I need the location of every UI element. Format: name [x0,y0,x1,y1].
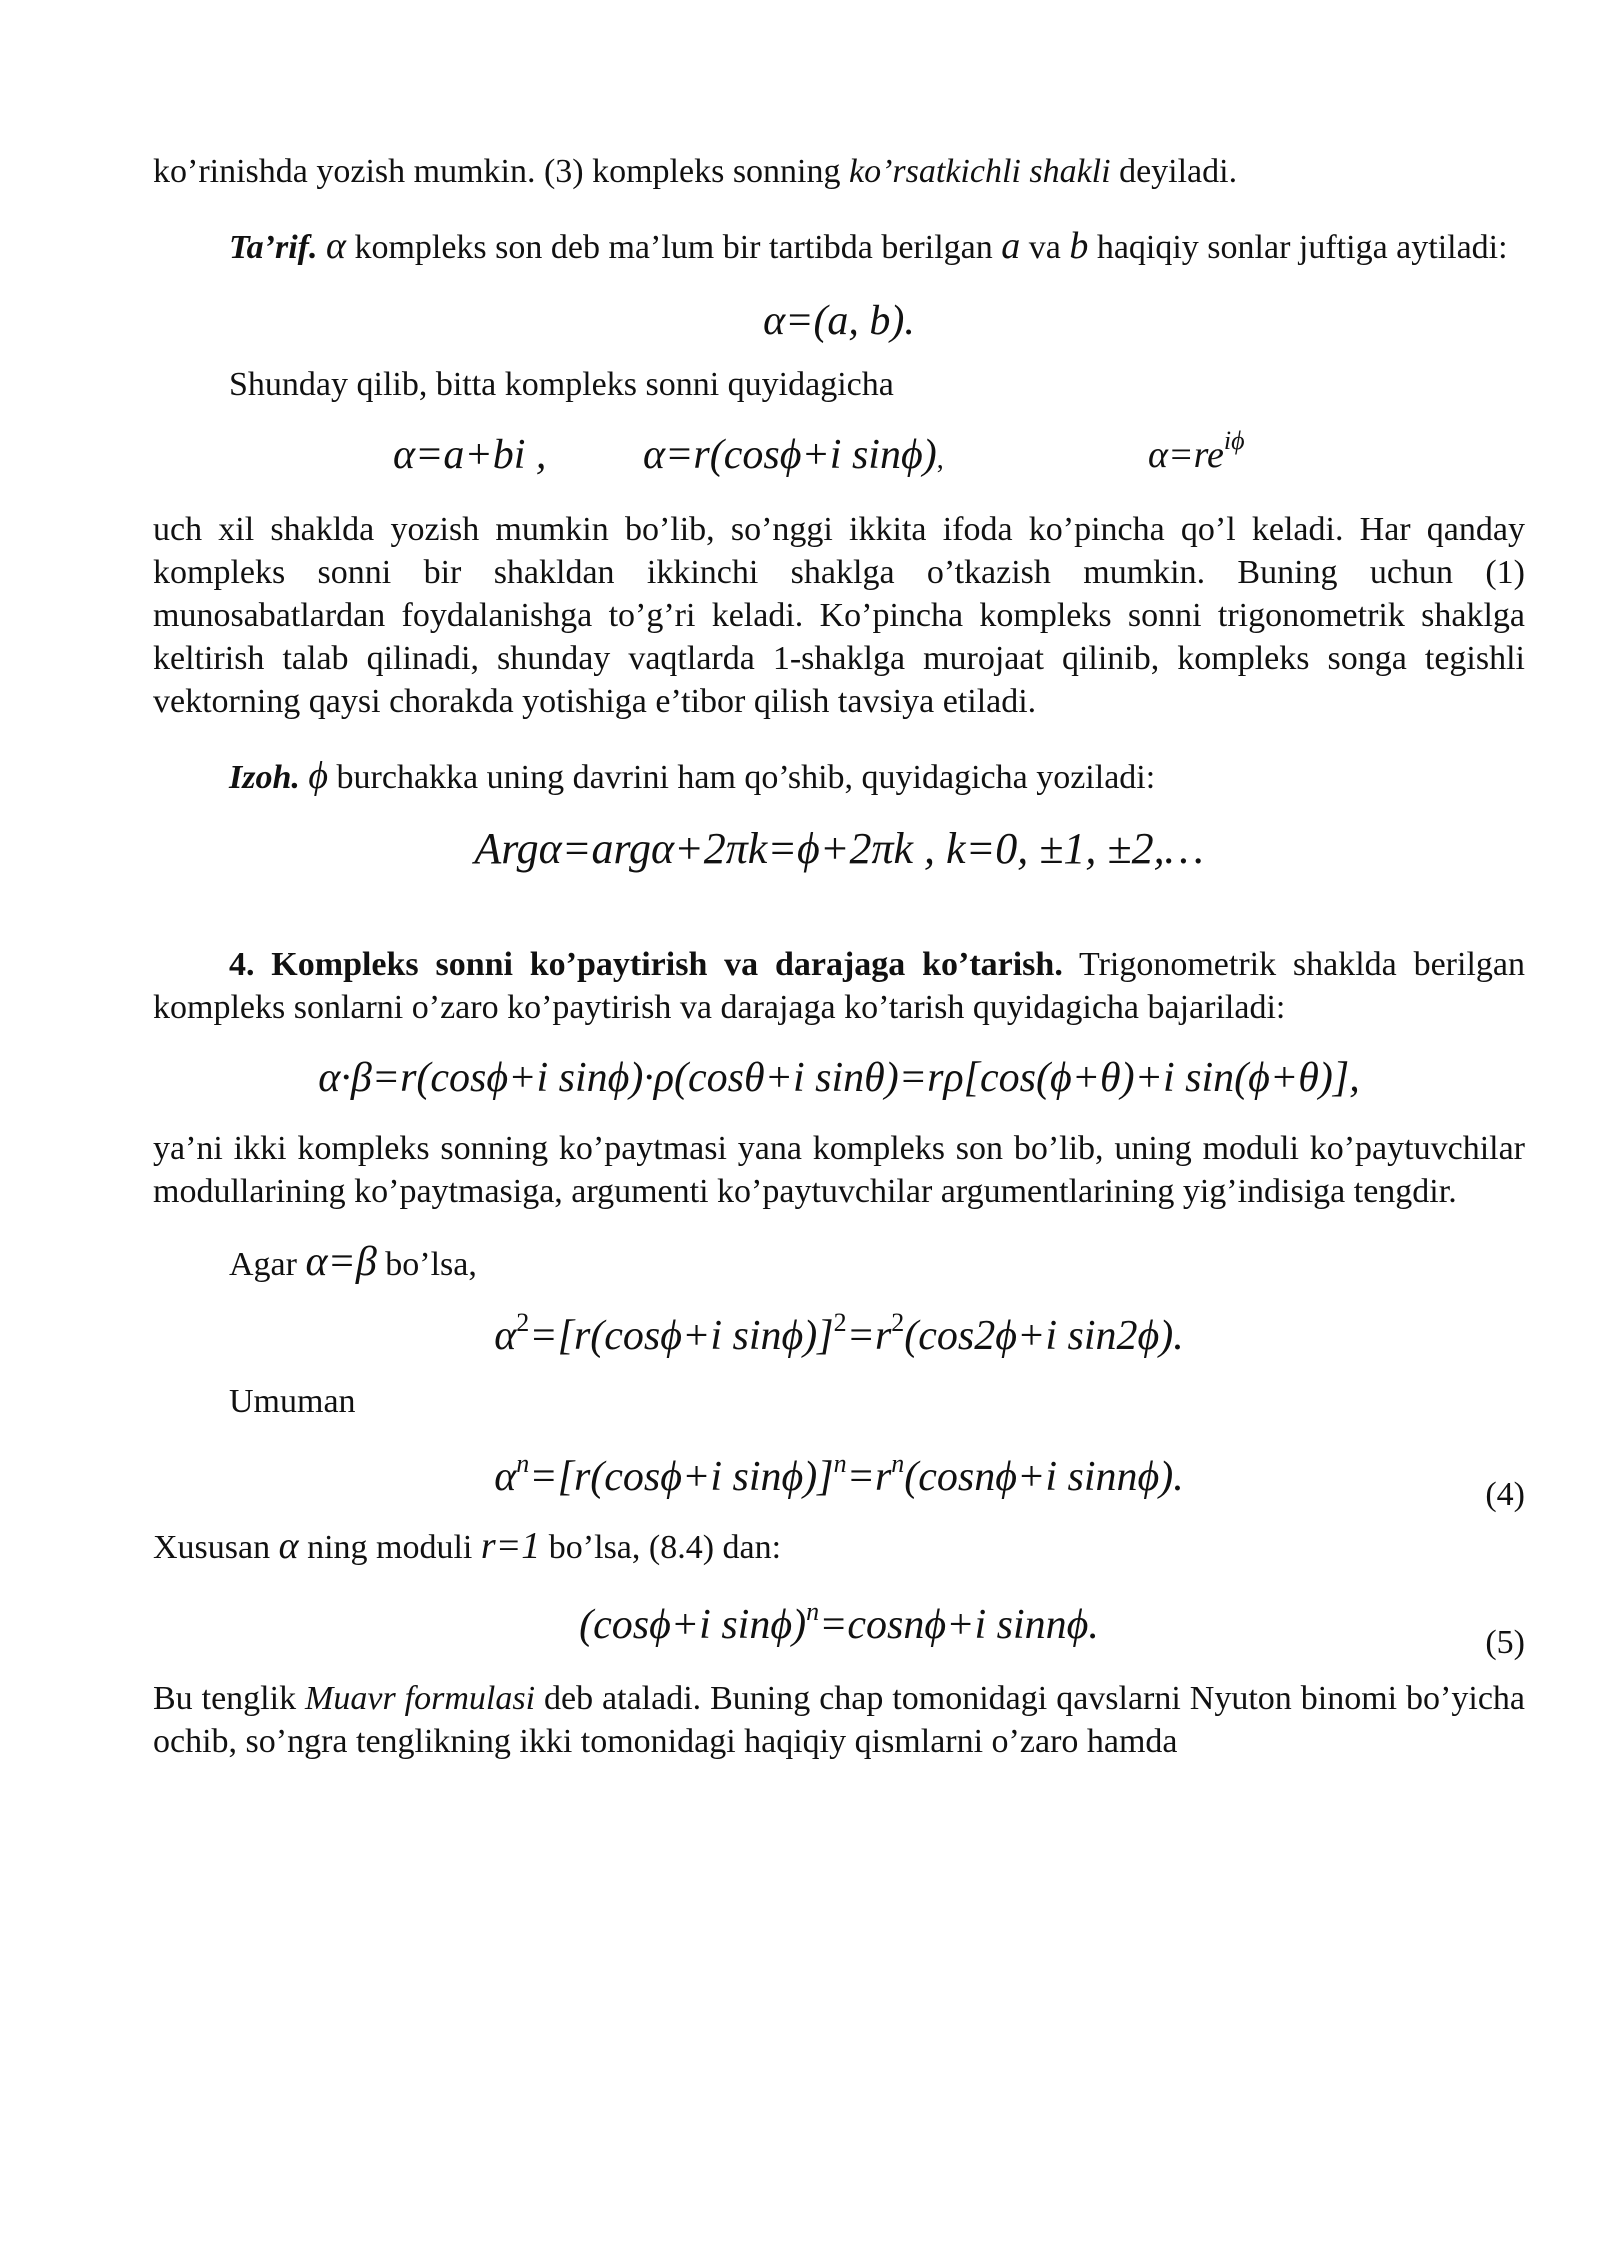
remark-label: Izoh. [229,759,300,796]
exponent: 2 [833,1308,847,1337]
formula-text: =[r(cosϕ+i sinϕ)] [529,1313,834,1359]
formula-text: α [494,1313,517,1359]
symbol-phi: ϕ [308,755,329,797]
formula-alpha-equals-beta: α=β [305,1239,377,1285]
text: deyiladi. [1110,153,1238,190]
formula-trigonometric-form [643,422,944,493]
paragraph-definition [153,225,1525,269]
equation-number: (5) [1485,1624,1525,1661]
equation-number: (4) [1485,1476,1525,1513]
formula-text: α·β=r(cosϕ+i sinϕ)·ρ(cosθ+i sinθ)=rρ[cos(ϕ+θ)+i sin(ϕ+θ)], [318,1055,1360,1101]
formula-algebraic-form: α=a+bi , [393,432,547,478]
formula-power-n [153,1441,1525,1513]
text: burchakka uning davrini ham qo’shib, quyidagicha yoziladi: [328,759,1156,796]
paragraph-moivre [153,1677,1525,1763]
formula-square [153,1302,1525,1370]
text: bo’lsa, [376,1246,477,1283]
exponent: 2 [891,1308,905,1337]
exponent: n [833,1449,847,1478]
document-page [153,150,1525,1763]
text: Trigonometrik shaklda berilgan kompleks sonlarni o’zaro ko’paytirish va darajaga ko’tarish quyidagicha bajariladi: [153,946,1525,1026]
exponent: n [806,1597,820,1626]
formula-product [153,1041,1525,1115]
symbol-b: b [1069,225,1089,267]
section-heading: 4. Kompleks sonni ko’paytirish va darajaga ko’tarish. [229,946,1063,983]
formula-text: (cos2ϕ+i sin2ϕ). [904,1313,1184,1359]
paragraph-generally: Umuman [229,1383,356,1420]
formula-argument [153,813,1525,885]
symbol-alpha: α [325,225,346,267]
text: bo’lsa, (8.4) dan: [540,1529,782,1566]
formula-de-moivre [153,1589,1525,1661]
formula-text: =[r(cosϕ+i sinϕ)] [529,1454,834,1500]
paragraph-special-case [153,1525,1525,1569]
formula-text: =r [846,1313,892,1359]
text: ning moduli [298,1529,481,1566]
text: va [1020,229,1070,266]
symbol-alpha: α [278,1525,299,1567]
formula-text: (cosϕ+i sinϕ) [579,1602,807,1648]
exponent: n [516,1449,530,1478]
text: haqiqiy sonlar juftiga aytiladi: [1088,229,1508,266]
paragraph-if-equal [153,1241,1525,1286]
formula-text: =r [846,1454,892,1500]
text: Bu tenglik [153,1680,306,1717]
paragraph-exponential-form [153,150,1525,193]
formula-r-equals-one: r=1 [480,1525,541,1567]
exponent: 2 [516,1308,530,1337]
comma: , [936,444,944,475]
formula-text: Argα=argα+2πk=ϕ+2πk , k=0, ±1, ±2,… [474,824,1204,873]
term-exponential-form: ko’rsatkichli shakli [849,153,1111,190]
formula-three-forms [153,422,1525,488]
text: deb ataladi. Buning chap tomonidagi qavslarni Nyuton binomi bo’yicha ochib, so’ngra tenglikning ikki tomonidagi haqiqiy qismlarni o’zaro hamda [153,1680,1525,1760]
symbol-a: a [1001,225,1021,267]
formula-text: (cosnϕ+i sinnϕ). [904,1454,1184,1500]
formula-exponential-form [1148,422,1245,488]
exponent: n [891,1449,905,1478]
formula-text: α=(a, b). [763,298,915,344]
text: ko’rinishda yozish mumkin. (3) kompleks sonning [153,153,850,190]
paragraph-product-meaning: ya’ni ikki kompleks sonning ko’paytmasi yana kompleks son bo’lib, uning moduli ko’paytuvchilar modullarining ko’paytmasiga, argumenti ko’paytuvchilar argumentlarining yig’indisiga tengdir. [153,1130,1525,1210]
formula-text: α=re [1148,434,1224,476]
text: kompleks son deb ma’lum bir tartibda berilgan [345,229,1002,266]
formula-text: α=r(cosϕ+i sinϕ) [643,432,937,478]
definition-label: Ta’rif. [229,229,318,266]
exponent: iϕ [1223,426,1245,455]
term-moivre-formula: Muavr formulasi [305,1680,536,1717]
paragraph-section-4 [153,943,1525,1029]
paragraph-forms-intro: Shunday qilib, bitta kompleks sonni quyidagicha [229,366,894,403]
paragraph-remark [153,755,1525,799]
text: Xususan [153,1529,279,1566]
paragraph-conversion: uch xil shaklda yozish mumkin bo’lib, so’nggi ikkita ifoda ko’pincha qo’l keladi. Har qanday kompleks sonni bir shakldan ikkinchi shaklga o’tkazish mumkin. Buning uchun (1) munosabatlardan foydalanishga to’g’ri keladi. Ko’pincha kompleks sonni trigonometrik shaklga keltirish talab qilinadi, shunday vaqtlarda 1-shaklga murojaat qilinib, kompleks songa tegishli vektorning qaysi chorakda yotishiga e’tibor qilish tavsiya etiladi. [153,511,1525,720]
text: Agar [229,1246,306,1283]
formula-ordered-pair [153,289,1525,353]
formula-text: α [494,1454,517,1500]
formula-text: =cosnϕ+i sinnϕ. [819,1602,1099,1648]
